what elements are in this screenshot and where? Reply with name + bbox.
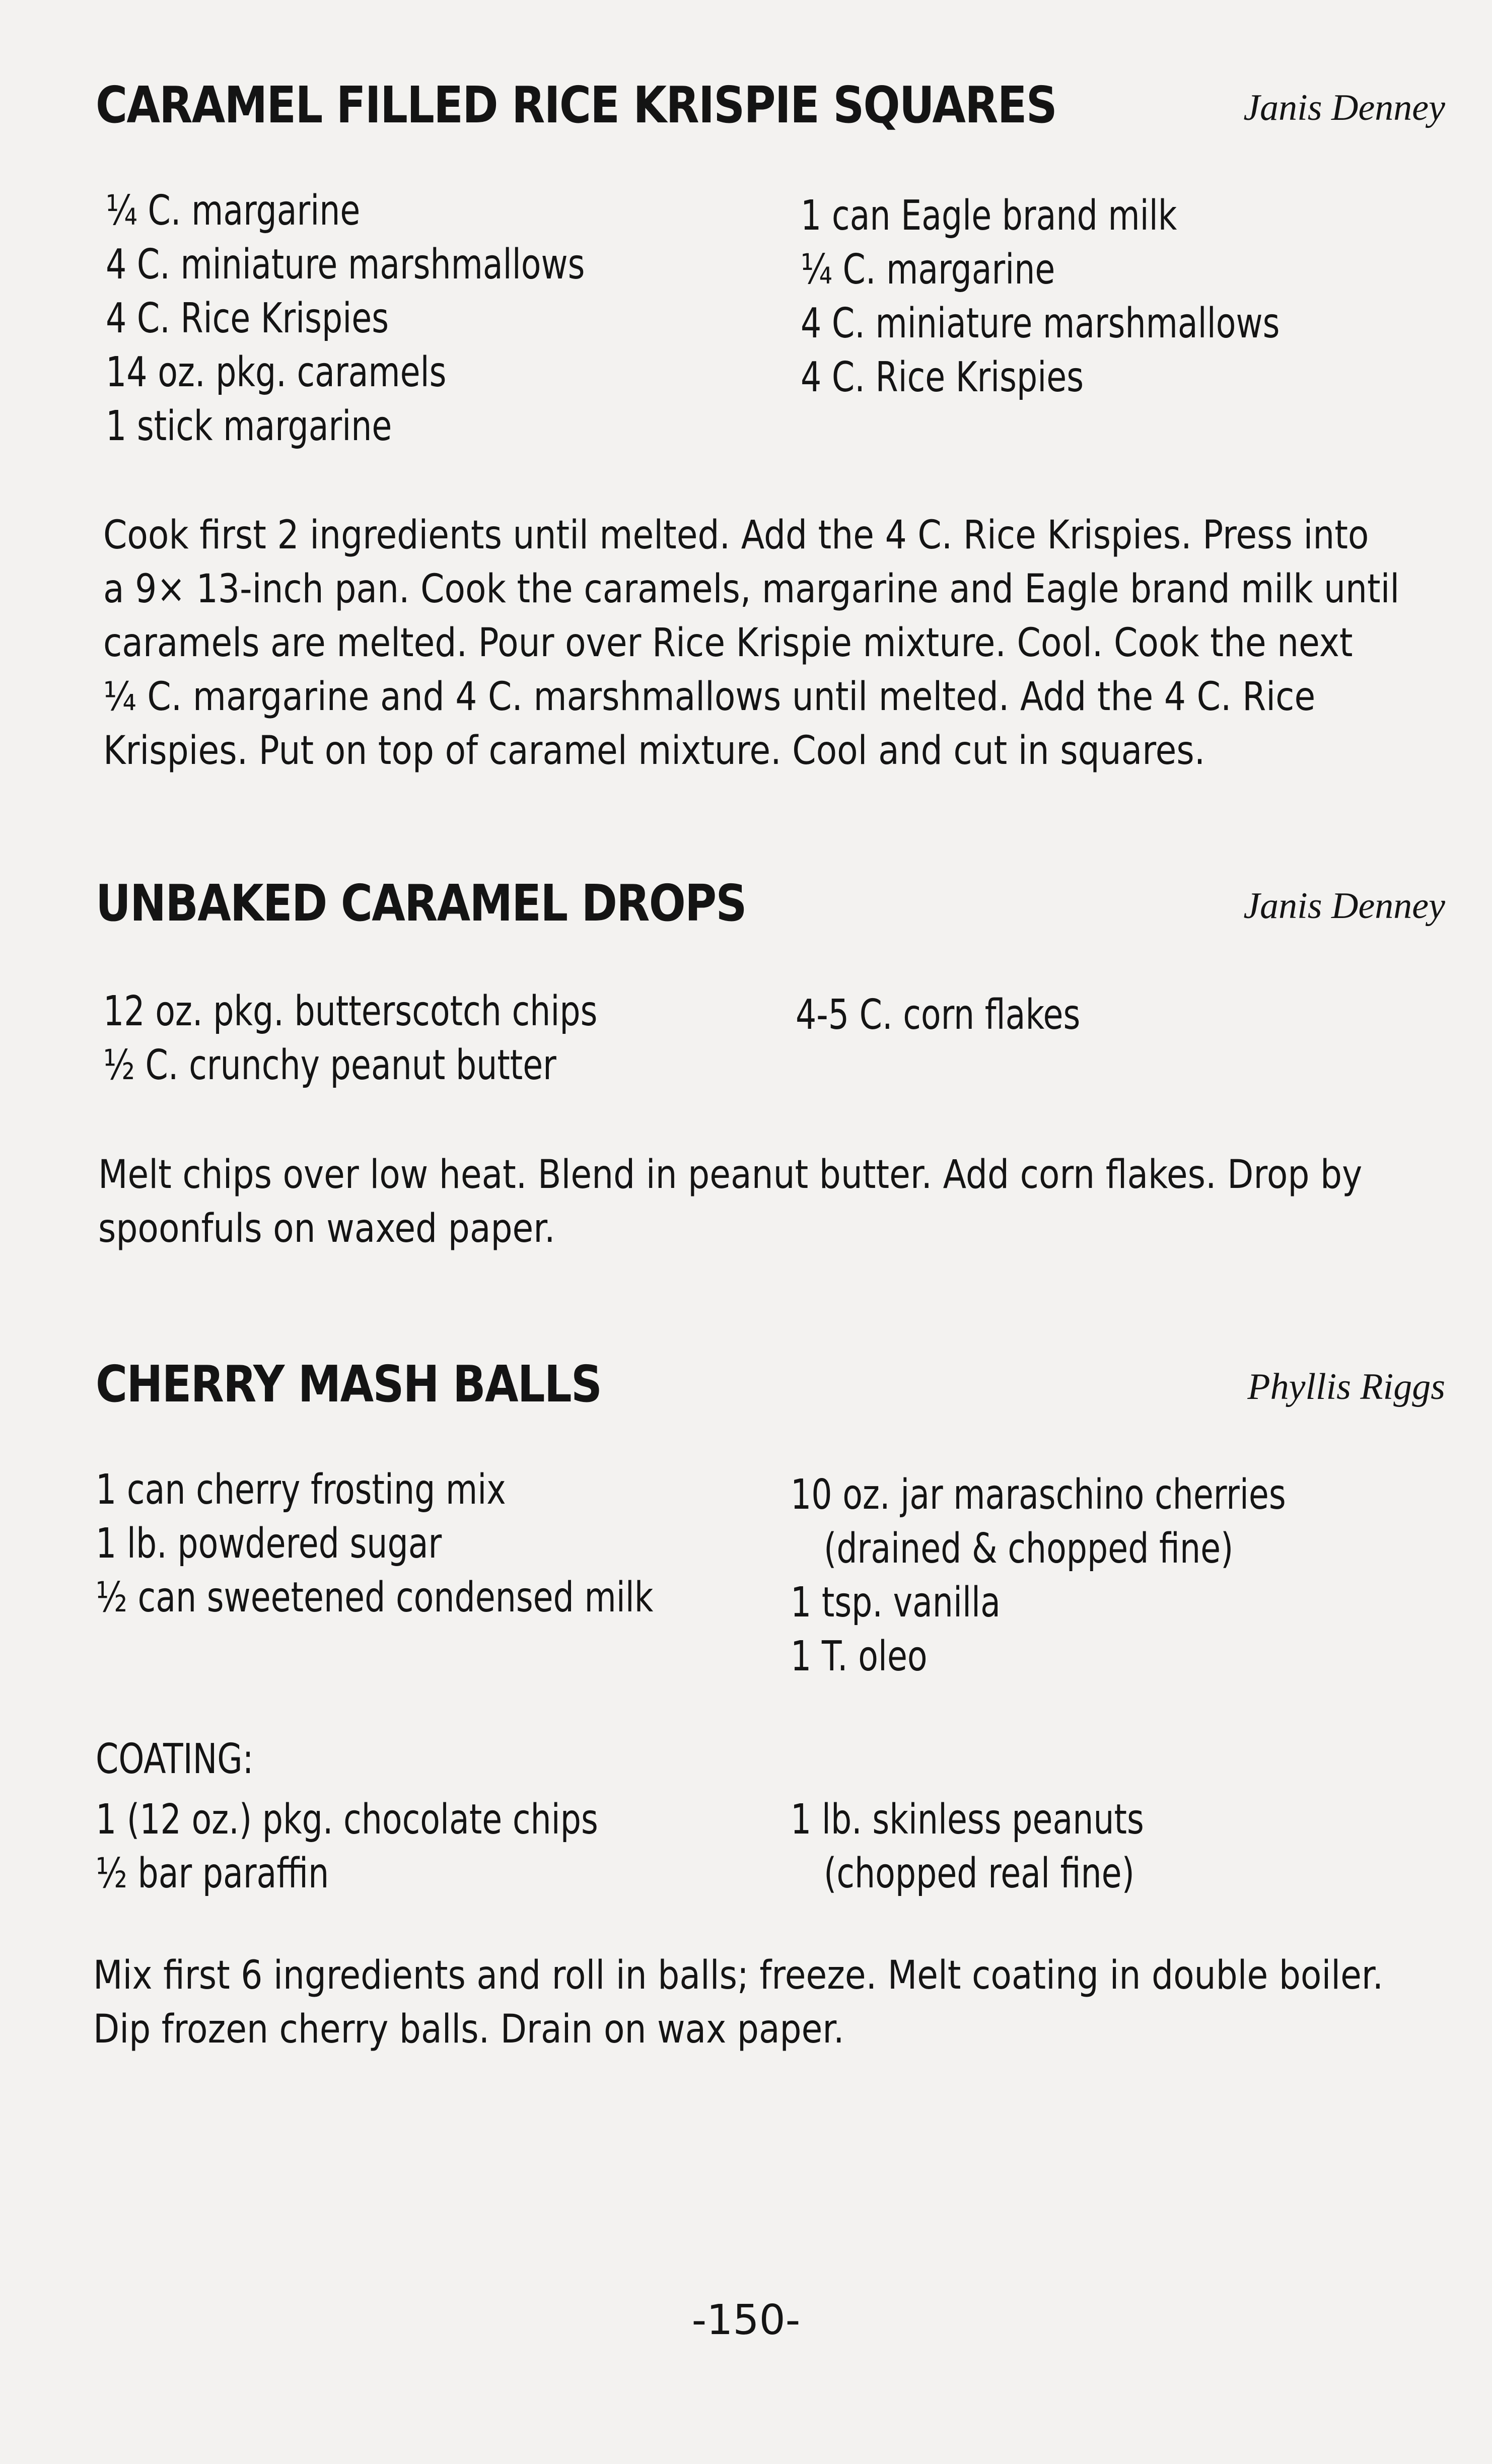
ingredient: 1 can Eagle brand milk bbox=[801, 192, 1177, 240]
recipe-author: Janis Denney bbox=[1243, 885, 1445, 927]
ingredients-left-column bbox=[103, 984, 597, 1092]
recipe-author: Janis Denney bbox=[1243, 87, 1445, 128]
ingredients-right-column bbox=[791, 1468, 1286, 1683]
recipe-title: CARAMEL FILLED RICE KRISPIE SQUARES bbox=[96, 76, 1056, 134]
ingredient-note: (chopped real fine) bbox=[824, 1850, 1134, 1897]
ingredient: 1 (12 oz.) pkg. chocolate chips bbox=[96, 1796, 598, 1844]
ingredient: 4 C. Rice Krispies bbox=[801, 354, 1084, 401]
coating-label: COATING: bbox=[96, 1735, 254, 1783]
ingredients-left-column bbox=[96, 1463, 653, 1625]
ingredient: 1 lb. powdered sugar bbox=[96, 1520, 442, 1568]
page-number: -150- bbox=[691, 2296, 801, 2344]
ingredient: ½ can sweetened condensed milk bbox=[96, 1574, 654, 1622]
ingredient: 4-5 C. corn flakes bbox=[796, 991, 1081, 1039]
ingredient: ½ bar paraffin bbox=[96, 1850, 329, 1897]
ingredients-right-column bbox=[796, 988, 1080, 1042]
ingredient: 1 tsp. vanilla bbox=[791, 1579, 1001, 1627]
recipe-directions: Cook first 2 ingredients until melted. Add the 4 C. Rice Krispies. Press into a 9× 13-inch pan. Cook the caramels, margarine and Eagle brand milk until caramels are melted. Pour over Rice Krispie mixture. Cool. Cook the next ¼ C. margarine and 4 C. marshmallows until melted. Add the 4 C. Rice Krispies. Put on top of caramel mixture. Cool and cut in squares. bbox=[103, 513, 1400, 773]
ingredient: 4 C. miniature marshmallows bbox=[801, 300, 1280, 347]
ingredient: 4 C. miniature marshmallows bbox=[106, 241, 585, 289]
ingredient: 1 can cherry frosting mix bbox=[96, 1466, 506, 1514]
ingredient: ½ C. crunchy peanut butter bbox=[103, 1041, 556, 1089]
ingredient: 10 oz. jar maraschino cherries bbox=[791, 1471, 1286, 1519]
ingredient: 4 C. Rice Krispies bbox=[106, 295, 389, 342]
ingredient: 1 stick margarine bbox=[106, 402, 392, 450]
ingredients-left-column bbox=[106, 184, 585, 453]
coating-right-column bbox=[791, 1793, 1144, 1900]
ingredient: ¼ C. margarine bbox=[801, 246, 1055, 294]
ingredient: 14 oz. pkg. caramels bbox=[106, 348, 447, 396]
recipe-title: CHERRY MASH BALLS bbox=[96, 1355, 602, 1414]
recipe-author: Phyllis Riggs bbox=[1247, 1366, 1445, 1407]
recipe-directions: Mix first 6 ingredients and roll in balls; freeze. Melt coating in double boiler. Dip frozen cherry balls. Drain on wax paper. bbox=[93, 1953, 1384, 2052]
recipe-title: UNBAKED CARAMEL DROPS bbox=[96, 874, 746, 933]
ingredient: 12 oz. pkg. butterscotch chips bbox=[103, 988, 598, 1035]
ingredients-right-column bbox=[801, 189, 1280, 404]
recipe-directions: Melt chips over low heat. Blend in peanut butter. Add corn flakes. Drop by spoonfuls on waxed paper. bbox=[98, 1152, 1363, 1251]
ingredient: 1 lb. skinless peanuts bbox=[791, 1796, 1144, 1844]
ingredient-note: (drained & chopped fine) bbox=[824, 1525, 1234, 1573]
ingredient: 1 T. oleo bbox=[791, 1633, 928, 1680]
coating-left-column bbox=[96, 1793, 598, 1900]
ingredient: ¼ C. margarine bbox=[106, 187, 361, 235]
